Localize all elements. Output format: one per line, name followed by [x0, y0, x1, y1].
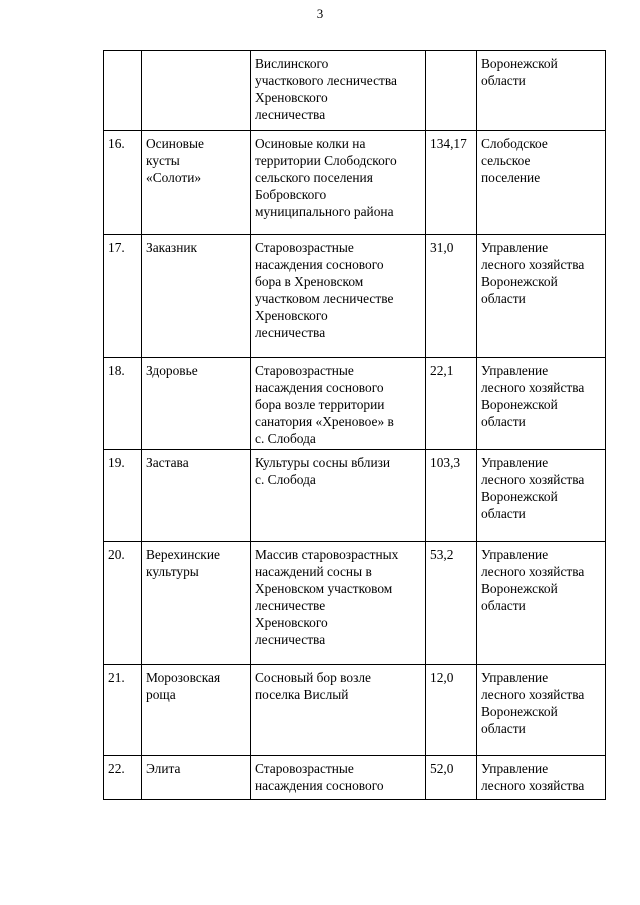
- row-number-cell: 20.: [104, 542, 142, 665]
- owner-cell: Управление лесного хозяйства Воронежской области: [477, 450, 606, 542]
- description-cell: Культуры сосны вблизи с. Слобода: [251, 450, 426, 542]
- site-name-cell: Верехинские культуры: [142, 542, 251, 665]
- description-cell: Осиновые колки на территории Слободского сельского поселения Бобровского муниципального района: [251, 131, 426, 235]
- table-row: [104, 131, 606, 235]
- owner-cell: Управление лесного хозяйства Воронежской области: [477, 358, 606, 450]
- site-name-cell: Элита: [142, 756, 251, 800]
- description-cell: Сосновый бор возле поселка Вислый: [251, 665, 426, 756]
- row-number-cell: 16.: [104, 131, 142, 235]
- area-cell: 12,0: [426, 665, 477, 756]
- description-cell: Старовозрастные насаждения соснового бора в Хреновском участковом лесничестве Хреновского лесничества: [251, 235, 426, 358]
- row-number-cell: 22.: [104, 756, 142, 800]
- description-cell: Массив старовозрастных насаждений сосны в Хреновском участковом лесничестве Хреновского лесничества: [251, 542, 426, 665]
- table-row: [104, 51, 606, 131]
- description-cell: Вислинского участкового лесничества Хреновского лесничества: [251, 51, 426, 131]
- site-name-cell: [142, 51, 251, 131]
- row-number-cell: 21.: [104, 665, 142, 756]
- table-row: [104, 450, 606, 542]
- area-cell: 52,0: [426, 756, 477, 800]
- row-number-cell: 17.: [104, 235, 142, 358]
- row-number-cell: 19.: [104, 450, 142, 542]
- page-number: 3: [316, 6, 324, 21]
- description-cell: Старовозрастные насаждения соснового бора возле территории санатория «Хреновое» в с. Слобода: [251, 358, 426, 450]
- table-row: [104, 756, 606, 800]
- area-cell: 53,2: [426, 542, 477, 665]
- nature-reserves-table: [103, 50, 606, 800]
- owner-cell: Управление лесного хозяйства Воронежской области: [477, 665, 606, 756]
- site-name-cell: Морозовская роща: [142, 665, 251, 756]
- area-cell: 31,0: [426, 235, 477, 358]
- area-cell: 103,3: [426, 450, 477, 542]
- area-cell: 22,1: [426, 358, 477, 450]
- owner-cell: Слободское сельское поселение: [477, 131, 606, 235]
- owner-cell: Управление лесного хозяйства Воронежской области: [477, 235, 606, 358]
- table-row: [104, 542, 606, 665]
- owner-cell: Управление лесного хозяйства Воронежской области: [477, 542, 606, 665]
- site-name-cell: Здоровье: [142, 358, 251, 450]
- owner-cell: Воронежской области: [477, 51, 606, 131]
- site-name-cell: Осиновые кусты «Солоти»: [142, 131, 251, 235]
- area-cell: [426, 51, 477, 131]
- site-name-cell: Заказник: [142, 235, 251, 358]
- owner-cell: Управление лесного хозяйства: [477, 756, 606, 800]
- table-row: [104, 358, 606, 450]
- site-name-cell: Застава: [142, 450, 251, 542]
- row-number-cell: 18.: [104, 358, 142, 450]
- table-row: [104, 665, 606, 756]
- row-number-cell: [104, 51, 142, 131]
- table-row: [104, 235, 606, 358]
- description-cell: Старовозрастные насаждения соснового: [251, 756, 426, 800]
- area-cell: 134,17: [426, 131, 477, 235]
